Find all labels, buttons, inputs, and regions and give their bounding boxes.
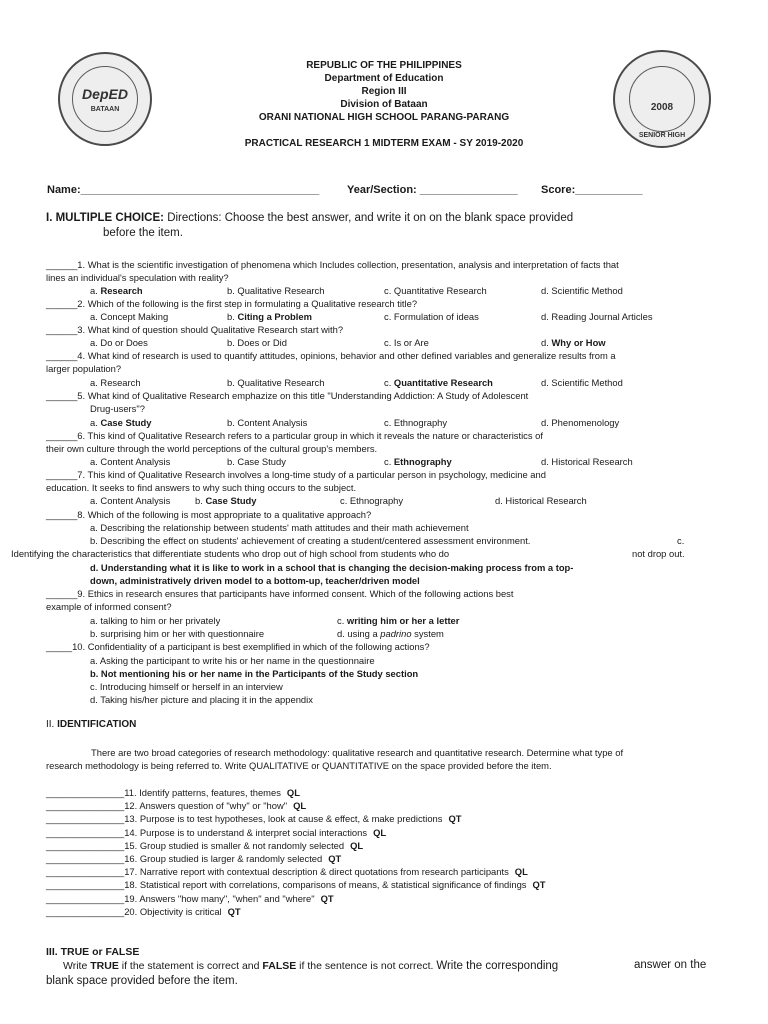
tf-false: FALSE <box>262 960 297 972</box>
tf-l1-post: if the sentence is not correct. <box>299 960 434 972</box>
q8-option-c-end: not drop out. <box>632 548 685 559</box>
tf-l2: blank space provided before the item. <box>46 975 238 987</box>
ident-item-answer: QL <box>350 839 364 851</box>
q3-d-text: Why or How <box>551 337 606 348</box>
tf-l1-pre: Write <box>63 960 88 972</box>
deped-seal-sub: BATAAN <box>90 106 120 113</box>
question-5: ______5. What kind of Qualitative Research emphazize on this title "Understanding Addiction: A Study of Adolescent <box>46 390 529 401</box>
q3-option-d <box>541 336 606 349</box>
score-field[interactable]: Score:___________ <box>541 184 643 196</box>
header-republic: REPUBLIC OF THE PHILIPPINES <box>306 60 462 71</box>
ident-item <box>46 812 461 825</box>
ident-item <box>46 826 386 839</box>
q2-option-b <box>227 310 312 323</box>
tf-l1-tail: Write the corresponding <box>436 960 559 972</box>
header-school: ORANI NATIONAL HIGH SCHOOL PARANG-PARANG <box>258 112 510 123</box>
school-seal-year: 2008 <box>650 102 674 113</box>
ident-item-answer: QT <box>328 853 342 864</box>
ident-item-answer: QT <box>532 879 546 891</box>
q6-c-letter: c. <box>384 456 394 467</box>
q6-option-a: a. Content Analysis <box>90 456 171 467</box>
tf-true: TRUE <box>90 960 119 972</box>
ident-item-answer: QT <box>320 892 334 904</box>
ident-item-text: _______________12. Answers question of "why" or "how" <box>46 800 288 812</box>
question-9: ______9. Ethics in research ensures that participants have informed consent. Which of the following actions best <box>46 588 514 599</box>
question-8: ______8. Which of the following is most appropriate to a qualitative approach? <box>46 509 372 520</box>
q9-d-pre: d. using a <box>337 628 378 639</box>
q1-a-text: Research <box>100 285 143 296</box>
q9-option-d <box>337 627 444 640</box>
q2-b-letter: b. <box>227 311 238 322</box>
ident-intro: There are two broad categories of research methodology: qualitative research and quantitative research. Determine what type of <box>91 747 624 758</box>
ident-item-text: _______________15. Group studied is smaller & not randomly selected <box>46 839 345 851</box>
question-7-cont: education. It seeks to find answers to why such thing occurs to the subject. <box>46 482 357 493</box>
ident-item <box>46 892 334 905</box>
question-4: ______4. What kind of research is used to quantify attitudes, opinions, behavior and other defined variables and generalize results from a <box>46 350 616 361</box>
q5-a-text: Case Study <box>100 417 152 428</box>
question-7: ______7. This kind of Qualitative Research involves a long-time study of a particular person in psychology, medicine and <box>46 469 546 480</box>
q2-option-c: c. Formulation of ideas <box>384 311 479 322</box>
ident-item-text: _______________14. Purpose is to understand & interpret social interactions <box>46 826 368 838</box>
question-2: ______2. Which of the following is the first step in formulating a Qualitative research title? <box>46 298 418 309</box>
q5-a-letter: a. <box>90 417 101 428</box>
q5-option-d: d. Phenomenology <box>541 417 620 428</box>
ident-item-text: _______________17. Narrative report with contextual description & direct quotations from research participants <box>46 866 509 878</box>
question-1-cont: lines an individual's speculation with reality? <box>46 272 229 283</box>
question-9-cont: example of informed consent? <box>46 601 172 612</box>
ident-item-text: _______________19. Answers "how many", "when" and "where" <box>46 892 315 904</box>
exam-title: PRACTICAL RESEARCH 1 MIDTERM EXAM - SY 2019-2020 <box>244 138 524 149</box>
tf-l1-end: answer on the <box>634 959 707 971</box>
q9-c-letter: c. <box>337 615 347 626</box>
q3-option-a: a. Do or Does <box>90 337 148 348</box>
header-region: Region III <box>361 86 407 97</box>
section-field[interactable]: Year/Section: ________________ <box>347 184 518 196</box>
ident-heading: IDENTIFICATION <box>57 719 137 730</box>
ident-item-text: _______________11. Identify patterns, features, themes <box>46 787 281 798</box>
q9-option-a: a. talking to him or her privately <box>90 615 221 626</box>
ident-item <box>46 865 528 878</box>
header-deped: Department of Education <box>324 73 444 84</box>
question-10: _____10. Confidentiality of a participant is best exemplified in which of the following actions? <box>46 641 430 652</box>
ident-heading-num: II. <box>46 719 55 730</box>
tf-l1-mid: if the statement is correct and <box>121 960 260 972</box>
q7-b-text: Case Study <box>205 495 257 506</box>
header-division: Division of Bataan <box>340 99 428 110</box>
q2-option-a: a. Concept Making <box>90 311 169 322</box>
q7-option-b <box>195 494 257 507</box>
name-field[interactable]: Name:_______________________________________ <box>47 184 320 196</box>
q2-b-text: Citing a Problem <box>237 311 312 322</box>
q4-c-letter: c. <box>384 377 394 388</box>
ident-item <box>46 905 241 918</box>
question-6: ______6. This kind of Qualitative Research refers to a particular group in which it reveals the nature or characteristics of <box>46 430 543 441</box>
q9-option-b: b. surprising him or her with questionnaire <box>90 628 265 639</box>
ident-item-answer: QL <box>293 800 307 812</box>
question-1: ______1. What is the scientific investigation of phenomena which Includes collection, presentation, analysis and interpretation of facts that <box>46 259 619 270</box>
q7-option-c: c. Ethnography <box>340 495 404 506</box>
q8-option-c: Identifying the characteristics that differentiate students who drop out of high school from students who do <box>11 548 450 559</box>
q2-option-d: d. Reading Journal Articles <box>541 311 653 322</box>
ident-heading-line <box>46 719 136 730</box>
q6-c-text: Ethnography <box>393 456 452 467</box>
q1-option-a <box>90 284 143 297</box>
q5-option-a <box>90 416 152 429</box>
q6-option-b: b. Case Study <box>227 456 286 467</box>
q8-option-a: a. Describing the relationship between students' math attitudes and their math achievement <box>90 522 469 533</box>
q8-option-d: d. Understanding what it is like to work in a school that is changing the decision-making process from a top- <box>90 562 574 573</box>
q8-option-c-letter: c. <box>677 535 685 546</box>
q4-option-d: d. Scientific Method <box>541 377 623 388</box>
q3-option-c: c. Is or Are <box>384 337 429 348</box>
mc-heading-line <box>46 212 573 224</box>
ident-item-answer: QL <box>514 866 528 878</box>
q10-option-c: c. Introducing himself or herself in an interview <box>90 681 283 692</box>
question-6-cont: their own culture through the world perceptions of the cultural group's members. <box>46 443 378 454</box>
q5-option-b: b. Content Analysis <box>227 417 308 428</box>
tf-instructions <box>63 960 558 972</box>
q1-option-c: c. Quantitative Research <box>384 285 487 296</box>
ident-item <box>46 839 363 852</box>
q3-option-b: b. Does or Did <box>227 337 287 348</box>
q5-option-c: c. Ethnography <box>384 417 448 428</box>
deped-seal-logo: DepED <box>82 86 128 102</box>
ident-item-answer: QL <box>373 826 387 838</box>
ident-item-text: _______________20. Objectivity is critical <box>46 905 222 917</box>
q4-option-c <box>384 376 493 389</box>
mc-directions: Directions: Choose the best answer, and write it on on the blank space provided <box>167 212 574 224</box>
q9-option-c <box>337 614 459 627</box>
school-seal-sub: SENIOR HIGH <box>638 132 686 139</box>
q1-option-d: d. Scientific Method <box>541 285 623 296</box>
ident-intro-2: research methodology is being referred to. Write QUALITATIVE or QUANTITATIVE on the space provided before the item. <box>46 760 552 771</box>
q7-option-a: a. Content Analysis <box>90 495 171 506</box>
q4-option-b: b. Qualitative Research <box>227 377 325 388</box>
question-3: ______3. What kind of question should Qualitative Research start with? <box>46 324 344 335</box>
ident-item <box>46 786 300 799</box>
ident-item <box>46 799 306 812</box>
ident-item-answer: QT <box>448 813 462 825</box>
q6-option-d: d. Historical Research <box>541 456 633 467</box>
q10-option-a: a. Asking the participant to write his or her name in the questionnaire <box>90 655 375 666</box>
q4-c-text: Quantitative Research <box>393 377 493 388</box>
mc-heading: I. MULTIPLE CHOICE: <box>46 212 164 224</box>
q1-option-b: b. Qualitative Research <box>227 285 325 296</box>
q3-d-letter: d. <box>541 337 552 348</box>
q8-option-d-cont: down, administratively driven model to a bottom-up, teacher/driven model <box>90 575 420 586</box>
q1-a-letter: a. <box>90 285 101 296</box>
ident-item-answer: QT <box>227 905 241 917</box>
ident-item-text: _______________18. Statistical report with correlations, comparisons of means, & statistical significance of findings <box>46 879 527 891</box>
q7-b-letter: b. <box>195 495 206 506</box>
ident-item-text: _______________13. Purpose is to test hypotheses, look at cause & effect, & make predictions <box>46 813 443 825</box>
q9-d-italic: padrino <box>380 628 412 639</box>
ident-item-answer: QL <box>286 787 300 798</box>
ident-item <box>46 852 341 865</box>
q10-option-b: b. Not mentioning his or her name in the Participants of the Study section <box>90 668 419 679</box>
q9-d-post: system <box>414 628 444 639</box>
q7-option-d: d. Historical Research <box>495 495 587 506</box>
tf-heading: III. TRUE or FALSE <box>46 946 140 958</box>
q10-option-d: d. Taking his/her picture and placing it in the appendix <box>90 694 313 705</box>
q9-c-text: writing him or her a letter <box>346 615 460 626</box>
q8-option-b: b. Describing the effect on students' achievement of creating a student/centered assessment environment. <box>90 535 531 546</box>
q6-option-c <box>384 455 452 468</box>
question-5-cont: Drug-users"? <box>90 403 145 414</box>
ident-item-text: _______________16. Group studied is larger & randomly selected <box>46 853 323 864</box>
question-4-cont: larger population? <box>46 363 122 374</box>
mc-directions-2: before the item. <box>103 227 183 239</box>
ident-item <box>46 878 546 891</box>
q4-option-a: a. Research <box>90 377 141 388</box>
